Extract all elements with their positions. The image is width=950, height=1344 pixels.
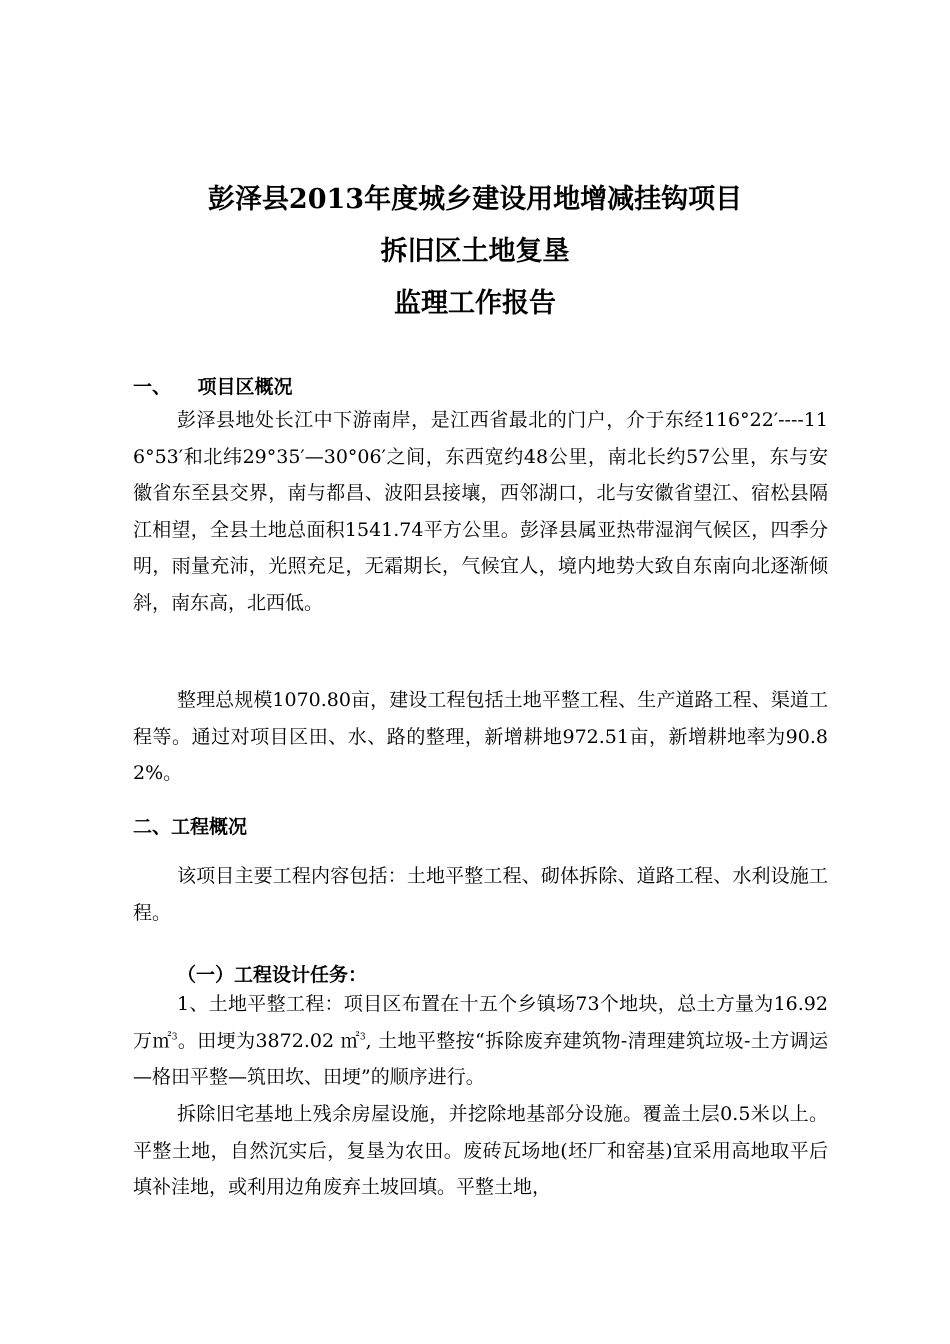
item-1-text-part-3: , 土地平整按“拆除废弃建筑物-清理建筑垃圾-土方调运—格田平整—筑田坎、田埂”的顺序进行。	[133, 1029, 828, 1088]
section-2-paragraph-1: 该项目主要工程内容包括：土地平整工程、砌体拆除、道路工程、水利设施工程。	[133, 865, 828, 924]
item-1-superscript-2: 3	[359, 1032, 366, 1043]
document-title-line-1: 彭泽县2013年度城乡建设用地增减挂钩项目	[207, 184, 743, 215]
document-title-line-3: 监理工作报告	[394, 288, 556, 319]
section-1-heading: 一、 项目区概况	[133, 376, 293, 398]
section-1-paragraph-1: 彭泽县地处长江中下游南岸，是江西省最北的门户，介于东经116°22′----116°53′和北纬29°35′—30°06′之间，东西宽约48公里，南北长约57公里，东与安徽省东至县交界，南与都昌、波阳县接壤，西邻湖口，北与安徽省望江、宿松县隔江相望，全县土地总面积1541.74平方公里。彭泽县属亚热带湿润气候区，四季分明，雨量充沛，光照充足，无霜期长，气候宜人，境内地势大致自东南向北逐渐倾斜，南东高，北西低。	[133, 409, 828, 614]
section-2-heading: 二、工程概况	[133, 816, 248, 838]
section-2-subheading: （一）工程设计任务：	[177, 964, 368, 986]
section-2-paragraph-2: 拆除旧宅基地上残余房屋设施，并挖除地基部分设施。覆盖土层0.5米以上。平整土地，自然沉实后，复垦为农田。废砖瓦场地(坯厂和窑基)宜采用高地取平后填补洼地，或利用边角废弃土坡回填。平整土地，	[133, 1103, 828, 1198]
section-1-paragraph-2: 整理总规模1070.80亩，建设工程包括土地平整工程、生产道路工程、渠道工程等。通过对项目区田、水、路的整理，新增耕地972.51亩，新增耕地率为90.82%。	[133, 689, 828, 784]
document-title-line-2: 拆旧区土地复垦	[380, 236, 570, 267]
item-1-text-part-1: 1、土地平整工程：项目区布置在十五个乡镇场73个地块，总土方量为16.92万㎡	[133, 993, 828, 1052]
item-1-superscript-1: 3	[171, 1032, 178, 1043]
section-2-item-1	[133, 986, 828, 1096]
item-1-text-part-2: 。田埂为3872.02 ㎡	[177, 1029, 360, 1052]
